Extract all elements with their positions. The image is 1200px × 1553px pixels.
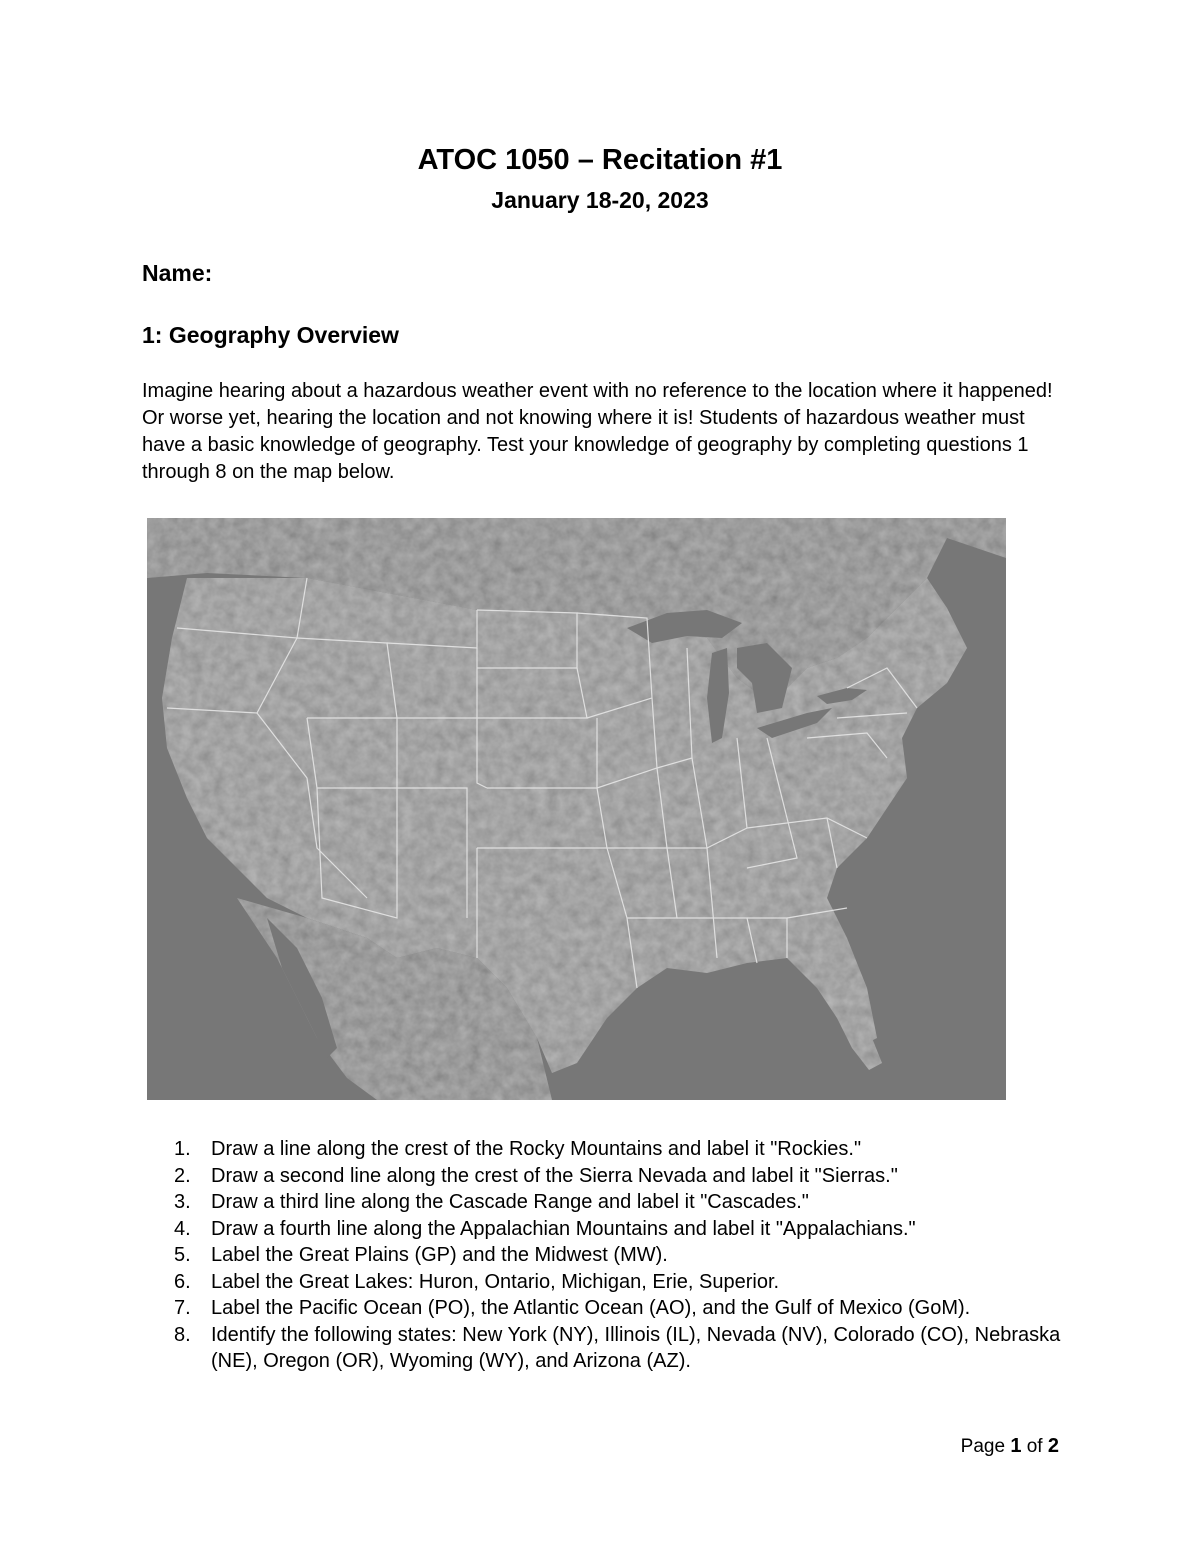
list-item-number: 2. xyxy=(174,1164,191,1187)
list-item xyxy=(142,1295,1062,1322)
question-list xyxy=(142,1136,1062,1375)
list-item-number: 1. xyxy=(174,1138,191,1160)
list-item-text: Label the Great Plains (GP) and the Midwest (MW). xyxy=(211,1244,668,1266)
list-item xyxy=(142,1189,1062,1216)
list-item-number: 3. xyxy=(174,1191,191,1213)
list-item xyxy=(142,1269,1062,1296)
list-item-text: Identify the following states: New York (NY), Illinois (IL), Nevada (NV), Colorado (CO), Nebraska (NE), Oregon (OR), Wyoming (WY), and Arizona (AZ). xyxy=(211,1323,1061,1372)
list-item xyxy=(142,1136,1062,1163)
page-number xyxy=(961,1433,1059,1460)
list-item-number: 4. xyxy=(174,1217,191,1240)
us-relief-map xyxy=(147,518,1006,1100)
list-item-text: Draw a fourth line along the Appalachian Mountains and label it "Appalachians." xyxy=(211,1217,916,1240)
list-item xyxy=(142,1242,1062,1269)
list-item-text: Draw a line along the crest of the Rocky Mountains and label it "Rockies." xyxy=(211,1138,862,1160)
list-item-number: 8. xyxy=(174,1323,191,1346)
list-item-text: Label the Great Lakes: Huron, Ontario, Michigan, Erie, Superior. xyxy=(211,1270,780,1293)
list-item-number: 7. xyxy=(174,1297,191,1319)
list-item-number: 6. xyxy=(174,1270,191,1293)
document-title: ATOC 1050 – Recitation #1 xyxy=(417,144,783,176)
list-item-text: Draw a third line along the Cascade Range and label it "Cascades." xyxy=(211,1191,809,1213)
list-item-text: Draw a second line along the crest of the Sierra Nevada and label it "Sierras." xyxy=(211,1164,898,1187)
section-heading: 1: Geography Overview xyxy=(142,322,399,348)
intro-paragraph: Imagine hearing about a hazardous weather event with no reference to the location where it happened! Or worse yet, hearing the location and not knowing where it is! Students of hazardous weather must have a basic knowledge of geography. Test your knowledge of geography by completing questions 1 through 8 on the map below. xyxy=(142,380,1053,483)
page-word: Page xyxy=(960,1436,1006,1457)
of-word: of xyxy=(1026,1436,1043,1457)
name-label: Name: xyxy=(142,260,213,286)
current-page: 1 xyxy=(1010,1435,1022,1457)
list-item-number: 5. xyxy=(174,1244,191,1266)
total-pages: 2 xyxy=(1047,1435,1059,1457)
document-date: January 18-20, 2023 xyxy=(491,187,709,213)
list-item xyxy=(142,1163,1062,1190)
list-item-text: Label the Pacific Ocean (PO), the Atlantic Ocean (AO), and the Gulf of Mexico (GoM). xyxy=(211,1297,971,1319)
us-map-icon xyxy=(147,518,1006,1100)
list-item xyxy=(142,1322,1062,1375)
list-item xyxy=(142,1216,1062,1243)
